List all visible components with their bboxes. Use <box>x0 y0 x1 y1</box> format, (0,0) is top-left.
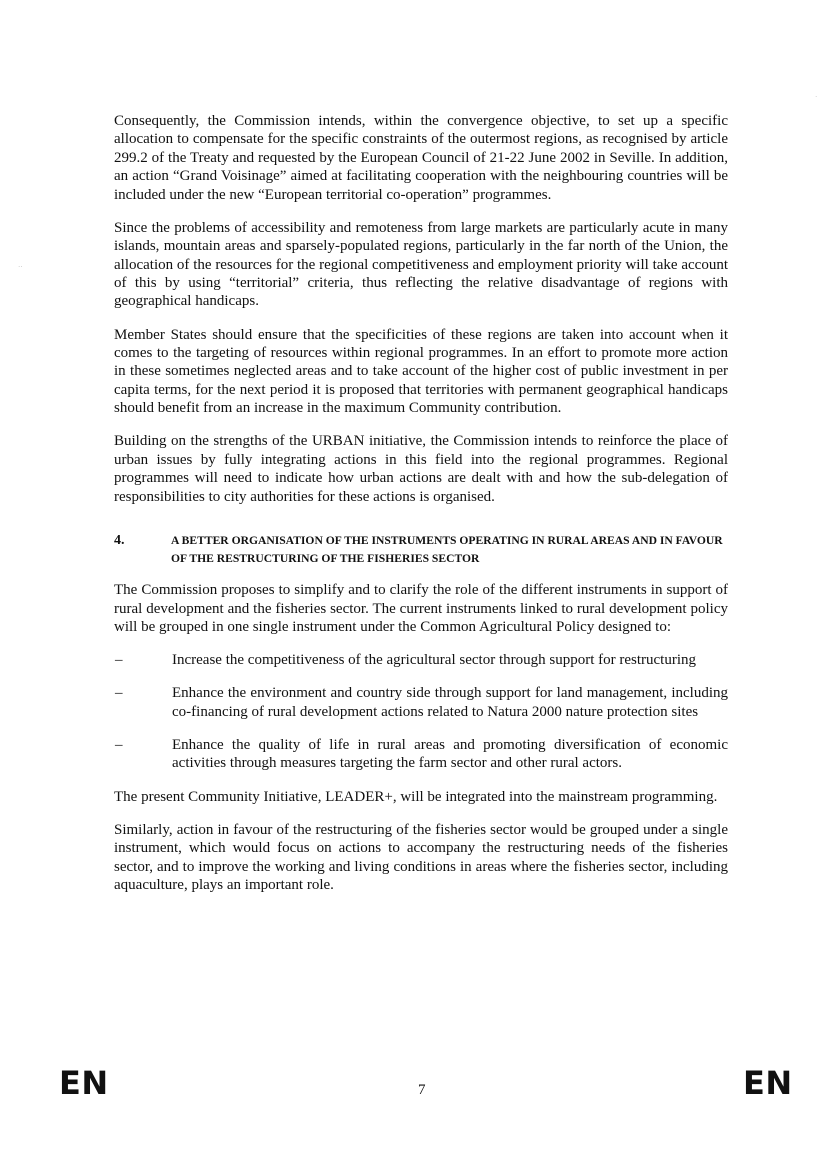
paragraph-leader: The present Community Initiative, LEADER+, will be integrated into the mainstream programming. <box>114 788 718 805</box>
bullet-item-environment <box>114 684 728 721</box>
bullet-item-quality-of-life <box>114 736 728 773</box>
bullet-dash: – <box>115 736 123 753</box>
section-number: 4. <box>114 533 125 549</box>
paragraph-fisheries: Similarly, action in favour of the restructuring of the fisheries sector would be grouped under a single instrument, which would focus on actions to accompany the restructuring needs of the fisheries sector, and to improve the working and living conditions in areas where the fisheries sector, including aquaculture, plays an important role. <box>114 821 728 893</box>
paragraph-accessibility: Since the problems of accessibility and remoteness from large markets are particularly acute in many islands, mountain areas and sparsely-populated regions, particularly in the far north of the Union, the allocation of the resources for the regional competitiveness and employment priority will take account of this by using “territorial” criteria, thus reflecting the relative disadvantage of regions with geographical handicaps. <box>114 219 728 310</box>
paragraph-intro: The Commission proposes to simplify and to clarify the role of the different instruments in support of rural development and the fisheries sector. The current instruments linked to rural development policy will be grouped in one single instrument under the Common Agricultural Policy designed to: <box>114 582 728 635</box>
scan-speck-left: ·· <box>18 263 23 271</box>
section-title: A BETTER ORGANISATION OF THE INSTRUMENTS OPERATING IN RURAL AREAS AND IN FAVOUR OF THE RESTRUCTURING OF THE FISHERIES SECTOR <box>171 534 723 566</box>
bullet-dash: – <box>115 685 123 702</box>
paragraph-urban-initiative: Building on the strengths of the URBAN initiative, the Commission intends to reinforce the place of urban issues by fully integrating actions in this field into the regional programmes. Regional programmes will need to indicate how urban actions are dealt with and how the sub-delegation of responsibilities to city authorities for these actions is organised. <box>114 433 728 505</box>
scan-speck-right: · <box>815 93 818 101</box>
paragraph-outermost-regions: Consequently, the Commission intends, within the convergence objective, to set up a specific allocation to compensate for the specific constraints of the outermost regions, as recognised by article 299.2 of the Treaty and requested by the European Council of 21-22 June 2002 in Seville. In addition, an action “Grand Voisinage” aimed at facilitating cooperation with the neighbouring countries will be included under the new “European territorial co-operation” programmes. <box>114 113 728 203</box>
page-number: 7 <box>418 1082 426 1098</box>
bullet-dash: – <box>115 652 123 669</box>
section-heading <box>114 532 728 568</box>
bullet-item-competitiveness <box>114 651 728 669</box>
bullet-text: Enhance the quality of life in rural areas and promoting diversification of economic activities through measures targeting the farm sector and other rural actors. <box>172 736 728 772</box>
footer-language-right: EN <box>743 1064 793 1102</box>
document-body <box>114 112 728 909</box>
footer-language-left: EN <box>59 1064 109 1102</box>
bullet-text: Increase the competitiveness of the agricultural sector through support for restructuring <box>172 652 696 669</box>
paragraph-member-states: Member States should ensure that the specificities of these regions are taken into account when it comes to the targeting of resources within regional programmes. In an effort to promote more action in these sometimes neglected areas and to take account of the higher cost of public investment in per capita terms, for the next period it is proposed that territories with permanent geographical handicaps should benefit from an increase in the maximum Community contribution. <box>114 326 728 417</box>
bullet-text: Enhance the environment and country side through support for land management, including co-financing of rural development actions related to Natura 2000 nature protection sites <box>172 685 728 720</box>
